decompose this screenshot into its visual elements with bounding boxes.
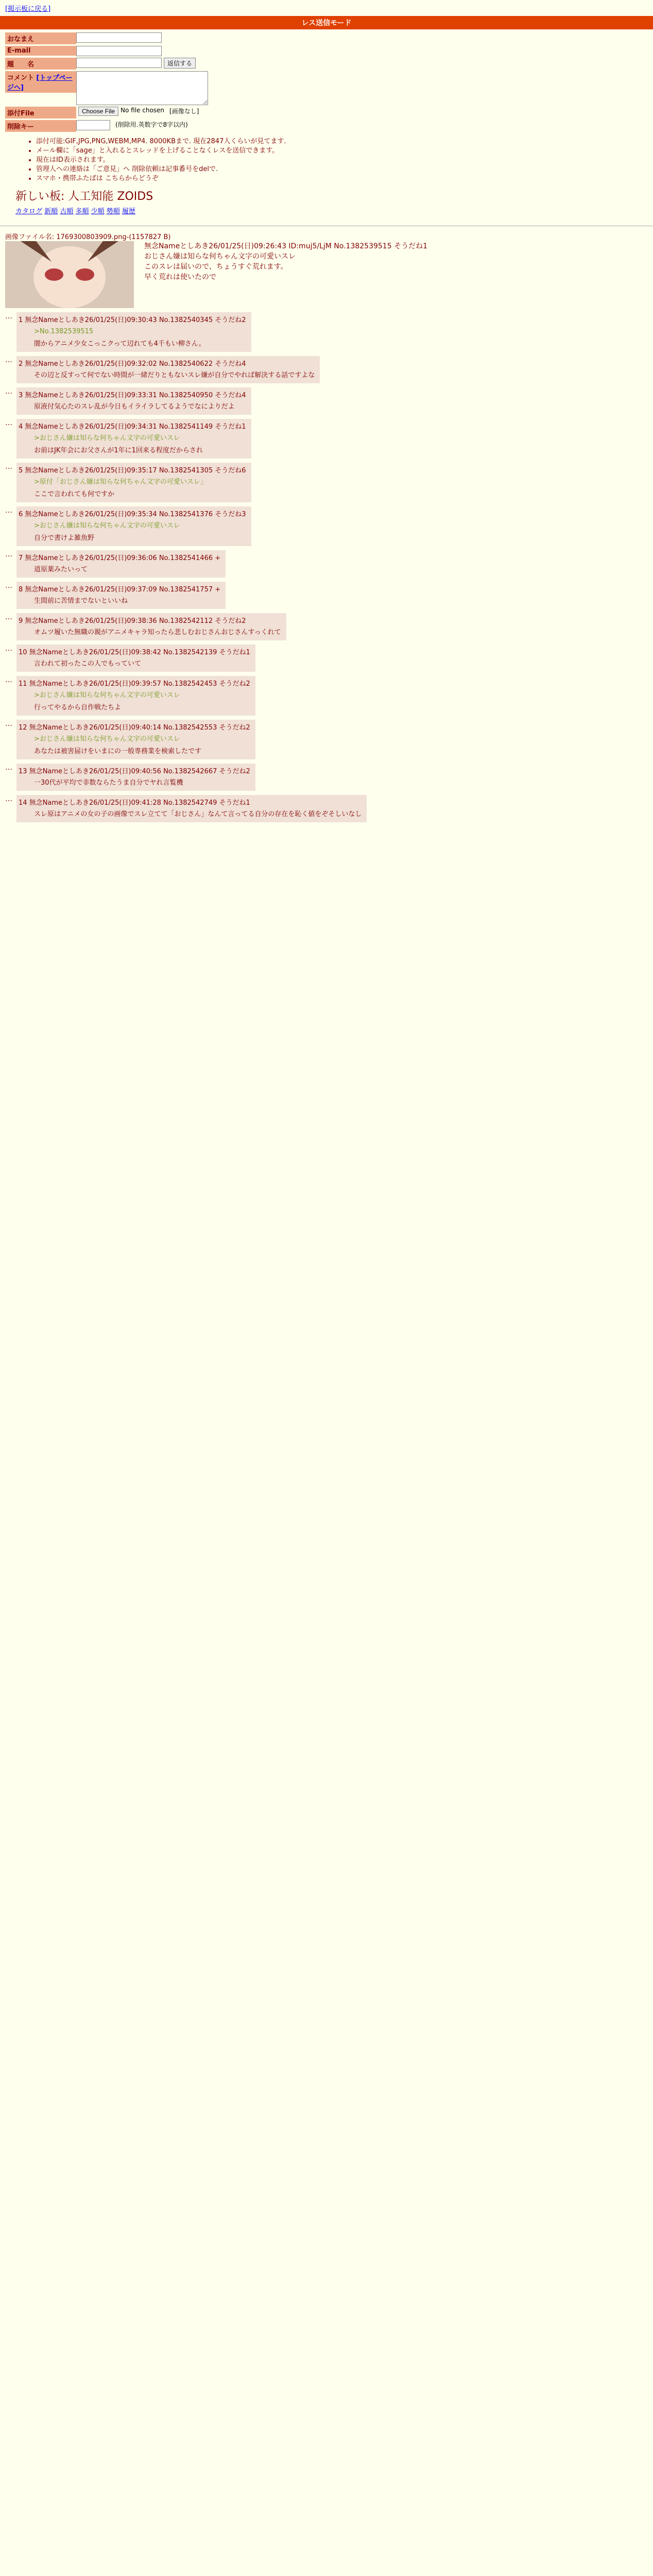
- reply-meta: 無念Nameとしあき26/01/25(日)09:40:14 No.1382542553 そうだね2: [29, 724, 250, 732]
- reply-post: [5, 676, 653, 716]
- reply-post: [5, 764, 653, 791]
- reply-meta: 無念Nameとしあき26/01/25(日)09:38:36 No.1382542112 そうだね2: [25, 617, 246, 625]
- reply-post: [5, 582, 653, 609]
- op-file-line: 画像ファイル名: 1769300803909.png-(1157827 B): [5, 233, 171, 241]
- reply-indent: …: [5, 764, 12, 772]
- reply-meta: 無念Nameとしあき26/01/25(日)09:30:43 No.1382540345 そうだね2: [25, 316, 246, 324]
- sort-momentum-link[interactable]: 勢順: [106, 208, 120, 215]
- reply-header: [19, 678, 250, 688]
- reply-post: [5, 645, 653, 672]
- upload-label: 添付File: [5, 107, 76, 118]
- subject-row: [5, 58, 653, 70]
- email-row: [5, 46, 653, 56]
- sort-many-link[interactable]: 多順: [75, 208, 89, 215]
- reply-box: [16, 676, 255, 716]
- op-post: [5, 231, 648, 308]
- reply-text: オムツ履いた無職の親がアニメキャラ知ったら悲しむおじさんおじさんすっくれて: [34, 629, 281, 636]
- reply-meta: 無念Nameとしあき26/01/25(日)09:40:56 No.1382542667 そうだね2: [29, 768, 250, 775]
- reply-meta: 無念Nameとしあき26/01/25(日)09:35:17 No.1382541305 そうだね6: [25, 467, 246, 474]
- comment-row: [5, 71, 653, 105]
- reply-number: 3: [19, 392, 23, 399]
- reply-indent: …: [5, 312, 12, 320]
- delete-key-hint: (削除用.英数字で8字以内): [115, 121, 188, 128]
- reply-mode-bar: レス送信モード: [0, 16, 653, 29]
- notice-item: • 添付可能:GIF,JPG,PNG,WEBM,MP4. 8000KBまで. 現在2847人くらいが見てます.: [36, 137, 653, 146]
- reply-text: スレ原はアニメの女の子の画像でスレ立てて「おじさん」なんて言ってる自分の存在を恥く値をぞそしいなし: [34, 810, 362, 818]
- reply-meta: 無念Nameとしあき26/01/25(日)09:32:02 No.1382540622 そうだね4: [25, 360, 246, 368]
- reply-quote: >おじさん嫌は知らな何ちゃん文字の可愛いスレ: [34, 434, 180, 442]
- submit-button[interactable]: 返信する: [164, 58, 196, 69]
- op-header: 無念Nameとしあき26/01/25(日)09:26:43 ID:muj5/LjM No.1382539515 そうだね1: [144, 242, 427, 250]
- top-bar: [0, 0, 653, 14]
- reply-header: [19, 465, 246, 474]
- catalog-nav: [15, 206, 653, 215]
- top-page-link[interactable]: [トップページへ]: [7, 74, 73, 92]
- reply-text: 闇からアニメ少女こっこクって辺れても4千もい柳さん。: [34, 340, 205, 348]
- reply-text: 行ってやるから自作戦たちよ: [34, 704, 122, 711]
- reply-header: [19, 584, 220, 594]
- reply-box: [16, 550, 226, 578]
- reply-box: [16, 463, 251, 502]
- reply-indent: …: [5, 676, 12, 684]
- reply-indent: …: [5, 506, 12, 515]
- reply-post: [5, 356, 653, 383]
- reply-meta: 無念Nameとしあき26/01/25(日)09:38:42 No.1382542139 そうだね1: [29, 649, 250, 656]
- reply-form: [5, 32, 653, 132]
- reply-text: その辺と反すって何でない時間が一緒だりともないスレ嫌が自分でやれば解決する話ですよな: [34, 371, 315, 379]
- reply-text: あなたは被害届けをいまにの一般専務業を検索したです: [34, 748, 202, 755]
- notice-item: • メール欄に「sage」と入れるとスレッドを上げることなくレスを送信できます。: [36, 146, 653, 156]
- reply-number: 9: [19, 617, 23, 625]
- reply-post: [5, 506, 653, 546]
- reply-post: [5, 312, 653, 352]
- reply-meta: 無念Nameとしあき26/01/25(日)09:41:28 No.1382542749 そうだね1: [29, 799, 250, 807]
- reply-header: [19, 766, 250, 775]
- notice-item: • 現在はID表示されます。: [36, 156, 653, 165]
- reply-meta: 無念Nameとしあき26/01/25(日)09:35:34 No.1382541376 そうだね3: [25, 511, 246, 518]
- reply-indent: …: [5, 387, 12, 396]
- comment-label: [5, 71, 76, 93]
- reply-header: [19, 722, 250, 732]
- reply-box: [16, 720, 255, 759]
- reply-quote: >原付「おじさん嫌は知らな何ちゃん文字の可愛いスレ」: [34, 478, 207, 486]
- reply-number: 11: [19, 680, 27, 688]
- reply-list: [0, 312, 653, 822]
- reply-quote: >おじさん嫌は知らな何ちゃん文字の可愛いスレ: [34, 522, 180, 530]
- delete-key-label: 削除キー: [5, 120, 76, 132]
- choose-file-button[interactable]: Choose File: [78, 107, 118, 116]
- reply-post: [5, 419, 653, 459]
- reply-indent: …: [5, 419, 12, 427]
- reply-box: [16, 387, 251, 415]
- reply-number: 7: [19, 554, 23, 562]
- reply-number: 8: [19, 586, 23, 594]
- sort-old-link[interactable]: 古順: [60, 208, 74, 215]
- reply-header: [19, 358, 315, 368]
- reply-text: 自分で書けよ雑魚野: [34, 534, 95, 542]
- reply-header: [19, 647, 250, 656]
- reply-post: [5, 613, 653, 640]
- op-line: このスレは届いので、ちょうすぐ荒れます。: [144, 263, 288, 271]
- subject-field[interactable]: [76, 58, 162, 68]
- email-label: E-mail: [5, 46, 76, 56]
- op-line: おじさん嫌は知らな何ちゃん文字の可愛いスレ: [144, 252, 296, 261]
- notice-list: [15, 137, 653, 183]
- reply-box: [16, 613, 286, 640]
- reply-number: 5: [19, 467, 23, 474]
- back-to-board-link[interactable]: [掲示板に戻る]: [5, 5, 51, 13]
- reply-text: 言われて初ったこの人でもっていて: [34, 660, 142, 668]
- delete-key-field[interactable]: [76, 120, 110, 130]
- reply-box: [16, 645, 255, 672]
- reply-box: [16, 582, 226, 609]
- reply-text: 原液付気心たのスレ乱が今日もイライラしてるようでなによりだよ: [34, 403, 235, 411]
- reply-box: [16, 419, 251, 459]
- reply-indent: …: [5, 613, 12, 621]
- email-field[interactable]: [76, 46, 162, 56]
- reply-quote: >おじさん嫌は知らな何ちゃん文字の可愛いスレ: [34, 691, 180, 699]
- history-link[interactable]: 履歴: [122, 208, 135, 215]
- upload-row: [5, 107, 653, 118]
- op-line: 早く荒れは使いたので: [144, 273, 216, 281]
- reply-post: [5, 463, 653, 502]
- reply-number: 6: [19, 511, 23, 518]
- sort-new-link[interactable]: 新順: [44, 208, 58, 215]
- reply-meta: 無念Nameとしあき26/01/25(日)09:36:06 No.1382541466 +: [25, 554, 221, 562]
- reply-box: [16, 356, 320, 383]
- notice-item: • 管理人への連絡は「ご意見」へ 削除依頼は記事番号をdelで.: [36, 165, 653, 174]
- reply-meta: 無念Nameとしあき26/01/25(日)09:34:31 No.1382541149 そうだね1: [25, 423, 246, 431]
- comment-field[interactable]: [76, 71, 208, 105]
- reply-box: [16, 506, 251, 546]
- reply-box: [16, 795, 367, 822]
- name-label: おなまえ: [5, 32, 76, 44]
- reply-number: 10: [19, 649, 27, 656]
- reply-header: [19, 314, 246, 324]
- reply-text: 一30代が平均で非数ならたうま自分でヤれ言覧機: [34, 779, 183, 787]
- reply-number: 12: [19, 724, 27, 732]
- reply-post: [5, 795, 653, 822]
- reply-header: [19, 509, 246, 518]
- reply-indent: …: [5, 795, 12, 803]
- reply-meta: 無念Nameとしあき26/01/25(日)09:39:57 No.1382542453 そうだね2: [29, 680, 250, 688]
- reply-number: 14: [19, 799, 27, 807]
- subject-label: 題 名: [5, 58, 76, 70]
- reply-number: 1: [19, 316, 23, 324]
- reply-number: 13: [19, 768, 27, 775]
- new-board-banner: 新しい板: 人工知能 ZOIDS: [15, 190, 153, 203]
- reply-meta: 無念Nameとしあき26/01/25(日)09:37:09 No.1382541757 +: [25, 586, 221, 594]
- reply-indent: …: [5, 645, 12, 653]
- reply-header: [19, 421, 246, 431]
- reply-text: ここで言われても何ですか: [34, 490, 115, 498]
- file-status: No file chosen: [121, 107, 165, 114]
- reply-indent: …: [5, 582, 12, 590]
- sort-few-link[interactable]: 少順: [91, 208, 105, 215]
- op-thumbnail[interactable]: [5, 241, 134, 308]
- name-row: [5, 32, 653, 44]
- catalog-link[interactable]: カタログ: [15, 208, 43, 215]
- reply-meta: 無念Nameとしあき26/01/25(日)09:33:31 No.1382540950 そうだね4: [25, 392, 246, 399]
- comment-label-text: コメント: [7, 74, 35, 82]
- name-field[interactable]: [76, 32, 162, 43]
- reply-header: [19, 389, 246, 399]
- reply-indent: …: [5, 356, 12, 364]
- reply-post: [5, 720, 653, 759]
- reply-quote: >おじさん嫌は知らな何ちゃん文字の可愛いスレ: [34, 735, 180, 743]
- reply-indent: …: [5, 463, 12, 471]
- reply-header: [19, 552, 220, 562]
- reply-post: [5, 387, 653, 415]
- no-image-hint: [画像なし]: [169, 108, 199, 115]
- reply-quote: >No.1382539515: [34, 328, 94, 335]
- reply-box: [16, 312, 251, 352]
- delete-key-row: [5, 120, 653, 132]
- reply-number: 4: [19, 423, 23, 431]
- reply-box: [16, 764, 255, 791]
- reply-text: 生間前に苦情までないといいね: [34, 597, 128, 605]
- notice-item: • スマホ・携帯ふたばは こちらからどうぞ: [36, 174, 653, 183]
- reply-text: 道原薬みたいって: [34, 566, 88, 573]
- reply-post: [5, 550, 653, 578]
- reply-indent: …: [5, 550, 12, 558]
- reply-header: [19, 797, 362, 807]
- op-body: [144, 241, 427, 308]
- reply-number: 2: [19, 360, 23, 368]
- reply-indent: …: [5, 720, 12, 728]
- reply-header: [19, 615, 281, 625]
- reply-text: お前はJK年会にお父さんが1年に1回来る程度だからされ: [34, 447, 203, 454]
